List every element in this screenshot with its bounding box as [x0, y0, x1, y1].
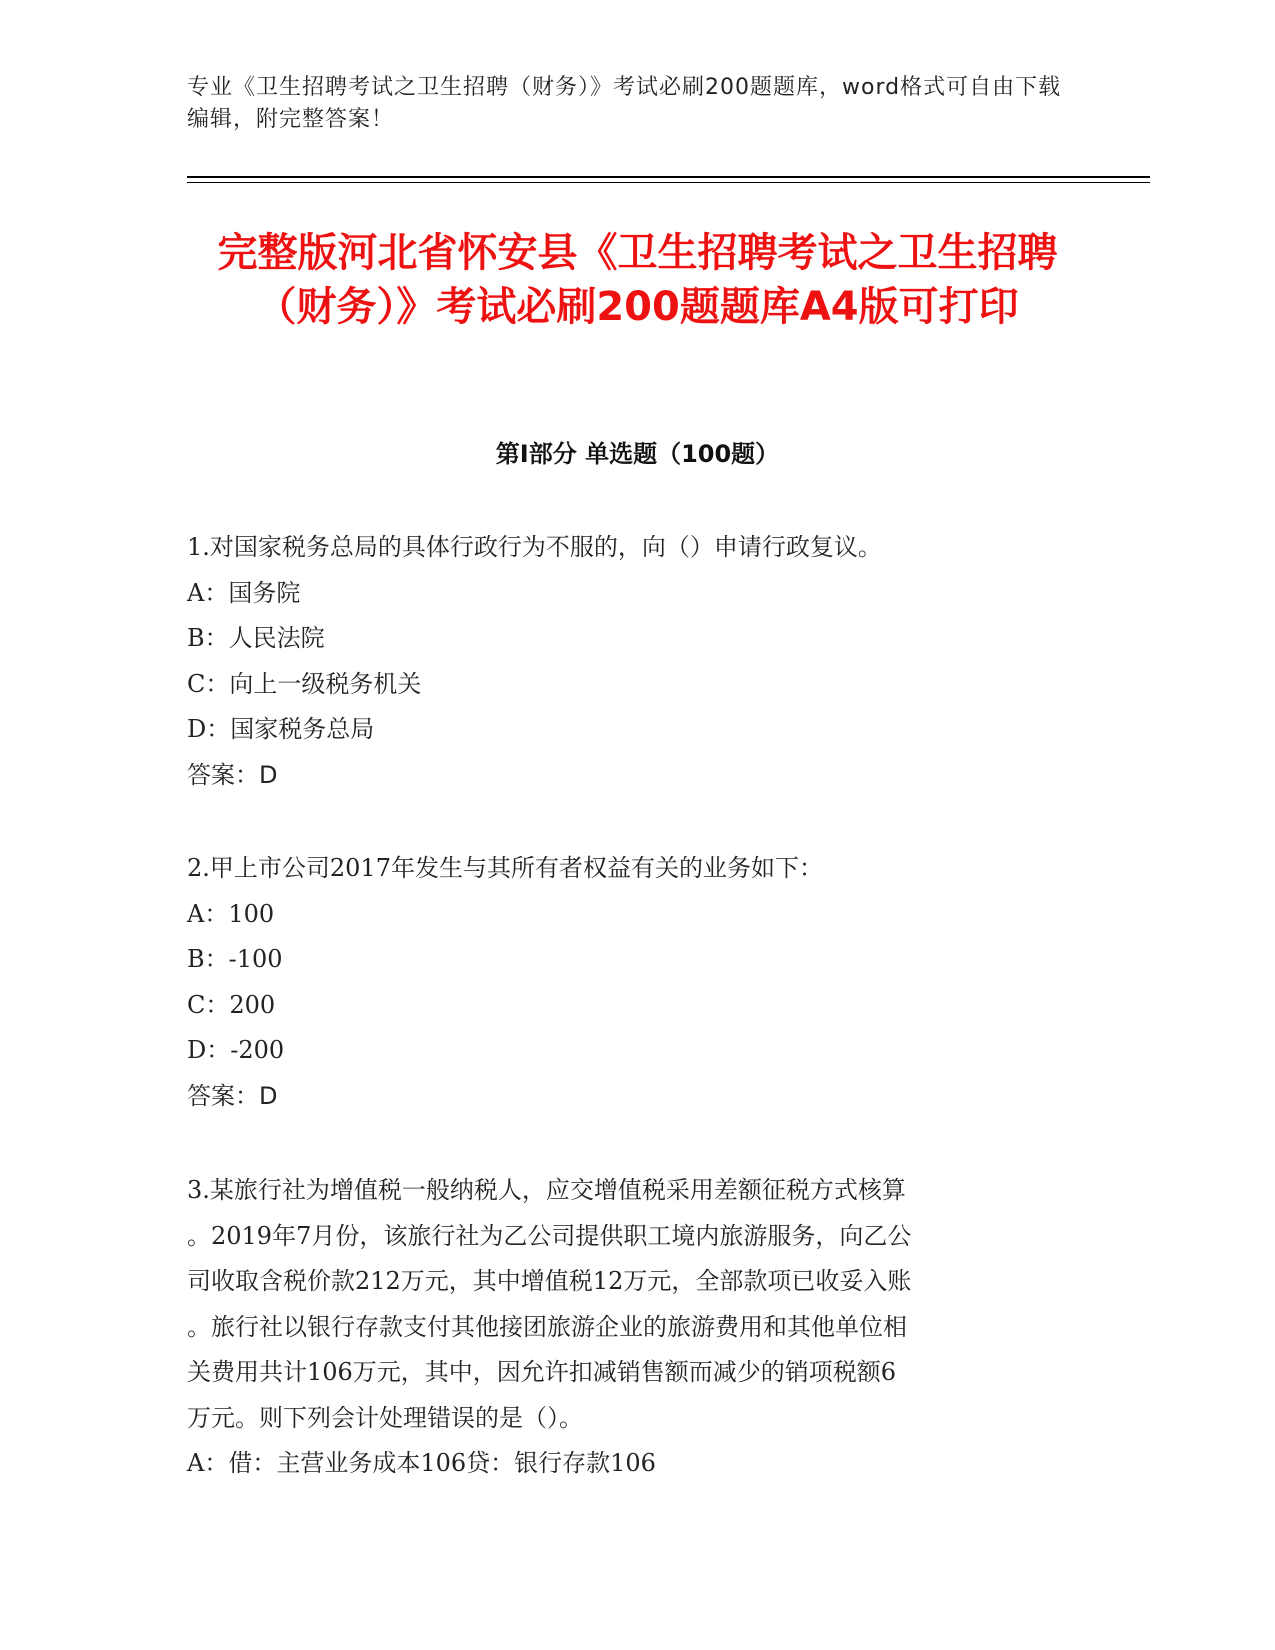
option-c: C：向上一级税务机关 — [187, 669, 422, 698]
option-a: A：100 — [187, 899, 275, 928]
question-stem-line: 司收取含税价款212万元，其中增值税12万元，全部款项已收妥入账 — [187, 1267, 912, 1295]
header-rule-thick — [187, 176, 1150, 178]
question-stem: 2.甲上市公司2017年发生与其所有者权益有关的业务如下： — [187, 854, 823, 882]
header-note: 专业《卫生招聘考试之卫生招聘（财务）》考试必刷200题题库，word格式可自由下载编辑，附完整答案！ — [187, 75, 1062, 132]
option-b: B：-100 — [187, 945, 283, 973]
question-3 — [187, 1168, 1067, 1487]
question-1 — [187, 525, 1067, 798]
question-stem-line: 万元。则下列会计处理错误的是（）。 — [187, 1403, 583, 1432]
section-heading: 第Ⅰ部分 单选题（100题） — [495, 440, 780, 468]
option-c: C：200 — [187, 990, 276, 1019]
question-stem-line: 关费用共计106万元，其中，因允许扣减销售额而减少的销项税额6 — [187, 1358, 897, 1386]
question-stem-line: 。2019年7月份，该旅行社为乙公司提供职工境内旅游服务，向乙公 — [187, 1221, 912, 1250]
answer: 答案：D — [187, 760, 278, 789]
option-b: B：人民法院 — [187, 624, 325, 652]
option-a: A：借：主营业务成本106贷：银行存款106 — [187, 1449, 656, 1477]
document-title: 完整版河北省怀安县《卫生招聘考试之卫生招聘（财务）》考试必刷200题题库A4版可打印 — [217, 230, 1058, 330]
option-d: D：国家税务总局 — [187, 715, 375, 743]
question-stem-line: 3.某旅行社为增值税一般纳税人，应交增值税采用差额征税方式核算 — [187, 1176, 906, 1204]
option-d: D：-200 — [187, 1036, 285, 1064]
question-stem: 1.对国家税务总局的具体行政行为不服的，向（）申请行政复议。 — [187, 533, 882, 561]
answer: 答案：D — [187, 1081, 278, 1110]
question-stem-line: 。旅行社以银行存款支付其他接团旅游企业的旅游费用和其他单位相 — [187, 1312, 907, 1341]
question-2 — [187, 846, 1067, 1119]
option-a: A：国务院 — [187, 578, 301, 607]
header-rule-thin — [187, 182, 1150, 183]
